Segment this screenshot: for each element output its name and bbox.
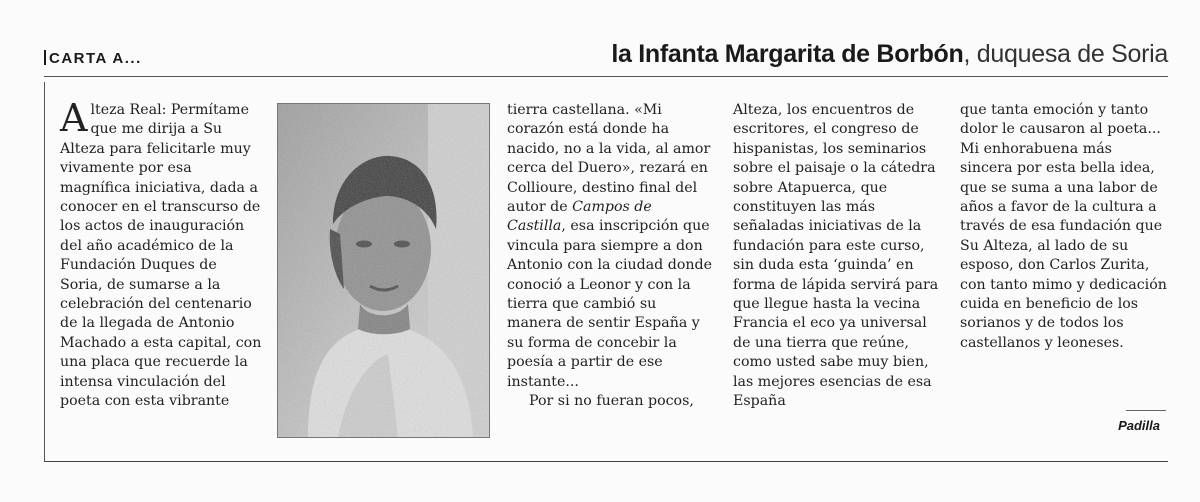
book-title: Campos de Castilla [507, 199, 652, 235]
bottom-rule [44, 461, 1168, 462]
top-rule [44, 76, 1168, 77]
headline-name: la Infanta Margarita de Borbón [611, 40, 964, 68]
signature-rule [1126, 410, 1166, 411]
section-label [44, 50, 142, 67]
column-2-paragraph-2: Por si no fueran pocos, [529, 393, 694, 410]
article-column-2 [507, 101, 712, 412]
article-column-3 [733, 101, 940, 412]
column-1-text: lteza Real: Permítame que me dirija a Su Alteza para felicitarle muy vivamente por esa magnífica iniciativa, dada a conocer en el transcurso de los actos de inauguración del año académico de la Fundación Duques de Soria, de sumarse a la celebración del centenario de la llegada de Antonio Machado a esta capital, con una placa que recuerde la intensa vinculación del poeta con esta vibrante [60, 102, 262, 410]
column-3-text: Alteza, los encuentros de escritores, el congreso de hispanistas, los seminarios sobre el paisaje o la cátedra sobre Atapuerca, que constituyen las más señaladas iniciativas de la fundación para este curso, sin duda esta ‘guinda’ en forma de lápida servirá para que llegue hasta la vecina Francia el eco ya universal de una tierra que reúne, como usted sabe muy bien, las mejores esencias de esa España [733, 102, 939, 410]
headline-rest: , duquesa de Soria [963, 40, 1168, 68]
author-signature: Padilla [1118, 418, 1160, 433]
column-4-text: que tanta emoción y tanto dolor le causaron al poeta... Mi enhorabuena más sincera por esta bella idea, que se suma a una labor de años a favor de la cultura a través de esa fundación que Su Alteza, al lado de su esposo, don Carlos Zurita, con tanto mimo y dedicación cuida en beneficio de los sorianos y de todos los castellanos y leoneses. [960, 102, 1167, 351]
portrait-photo [277, 103, 490, 438]
left-frame-rule [44, 82, 45, 462]
article-column-1 [60, 96, 262, 412]
section-label-text: CARTA A... [49, 50, 142, 67]
portrait-photo-icon [278, 104, 489, 437]
article-column-4 [960, 101, 1168, 353]
column-2-text-b: , esa inscripción que vincula para siempre a don Antonio con la ciudad donde conoció a Leonor y con la tierra que cambió su manera de sentir España y su forma de concebir la poesía a partir de ese instante... [507, 218, 712, 390]
column-2-text-a: tierra castellana. «Mi corazón está donde ha nacido, no a la vida, al amor cerca del Duero», rezará en Collioure, destino final del autor de [507, 102, 711, 216]
section-bar [44, 50, 46, 65]
drop-cap: A [60, 96, 88, 140]
headline [611, 40, 1168, 69]
